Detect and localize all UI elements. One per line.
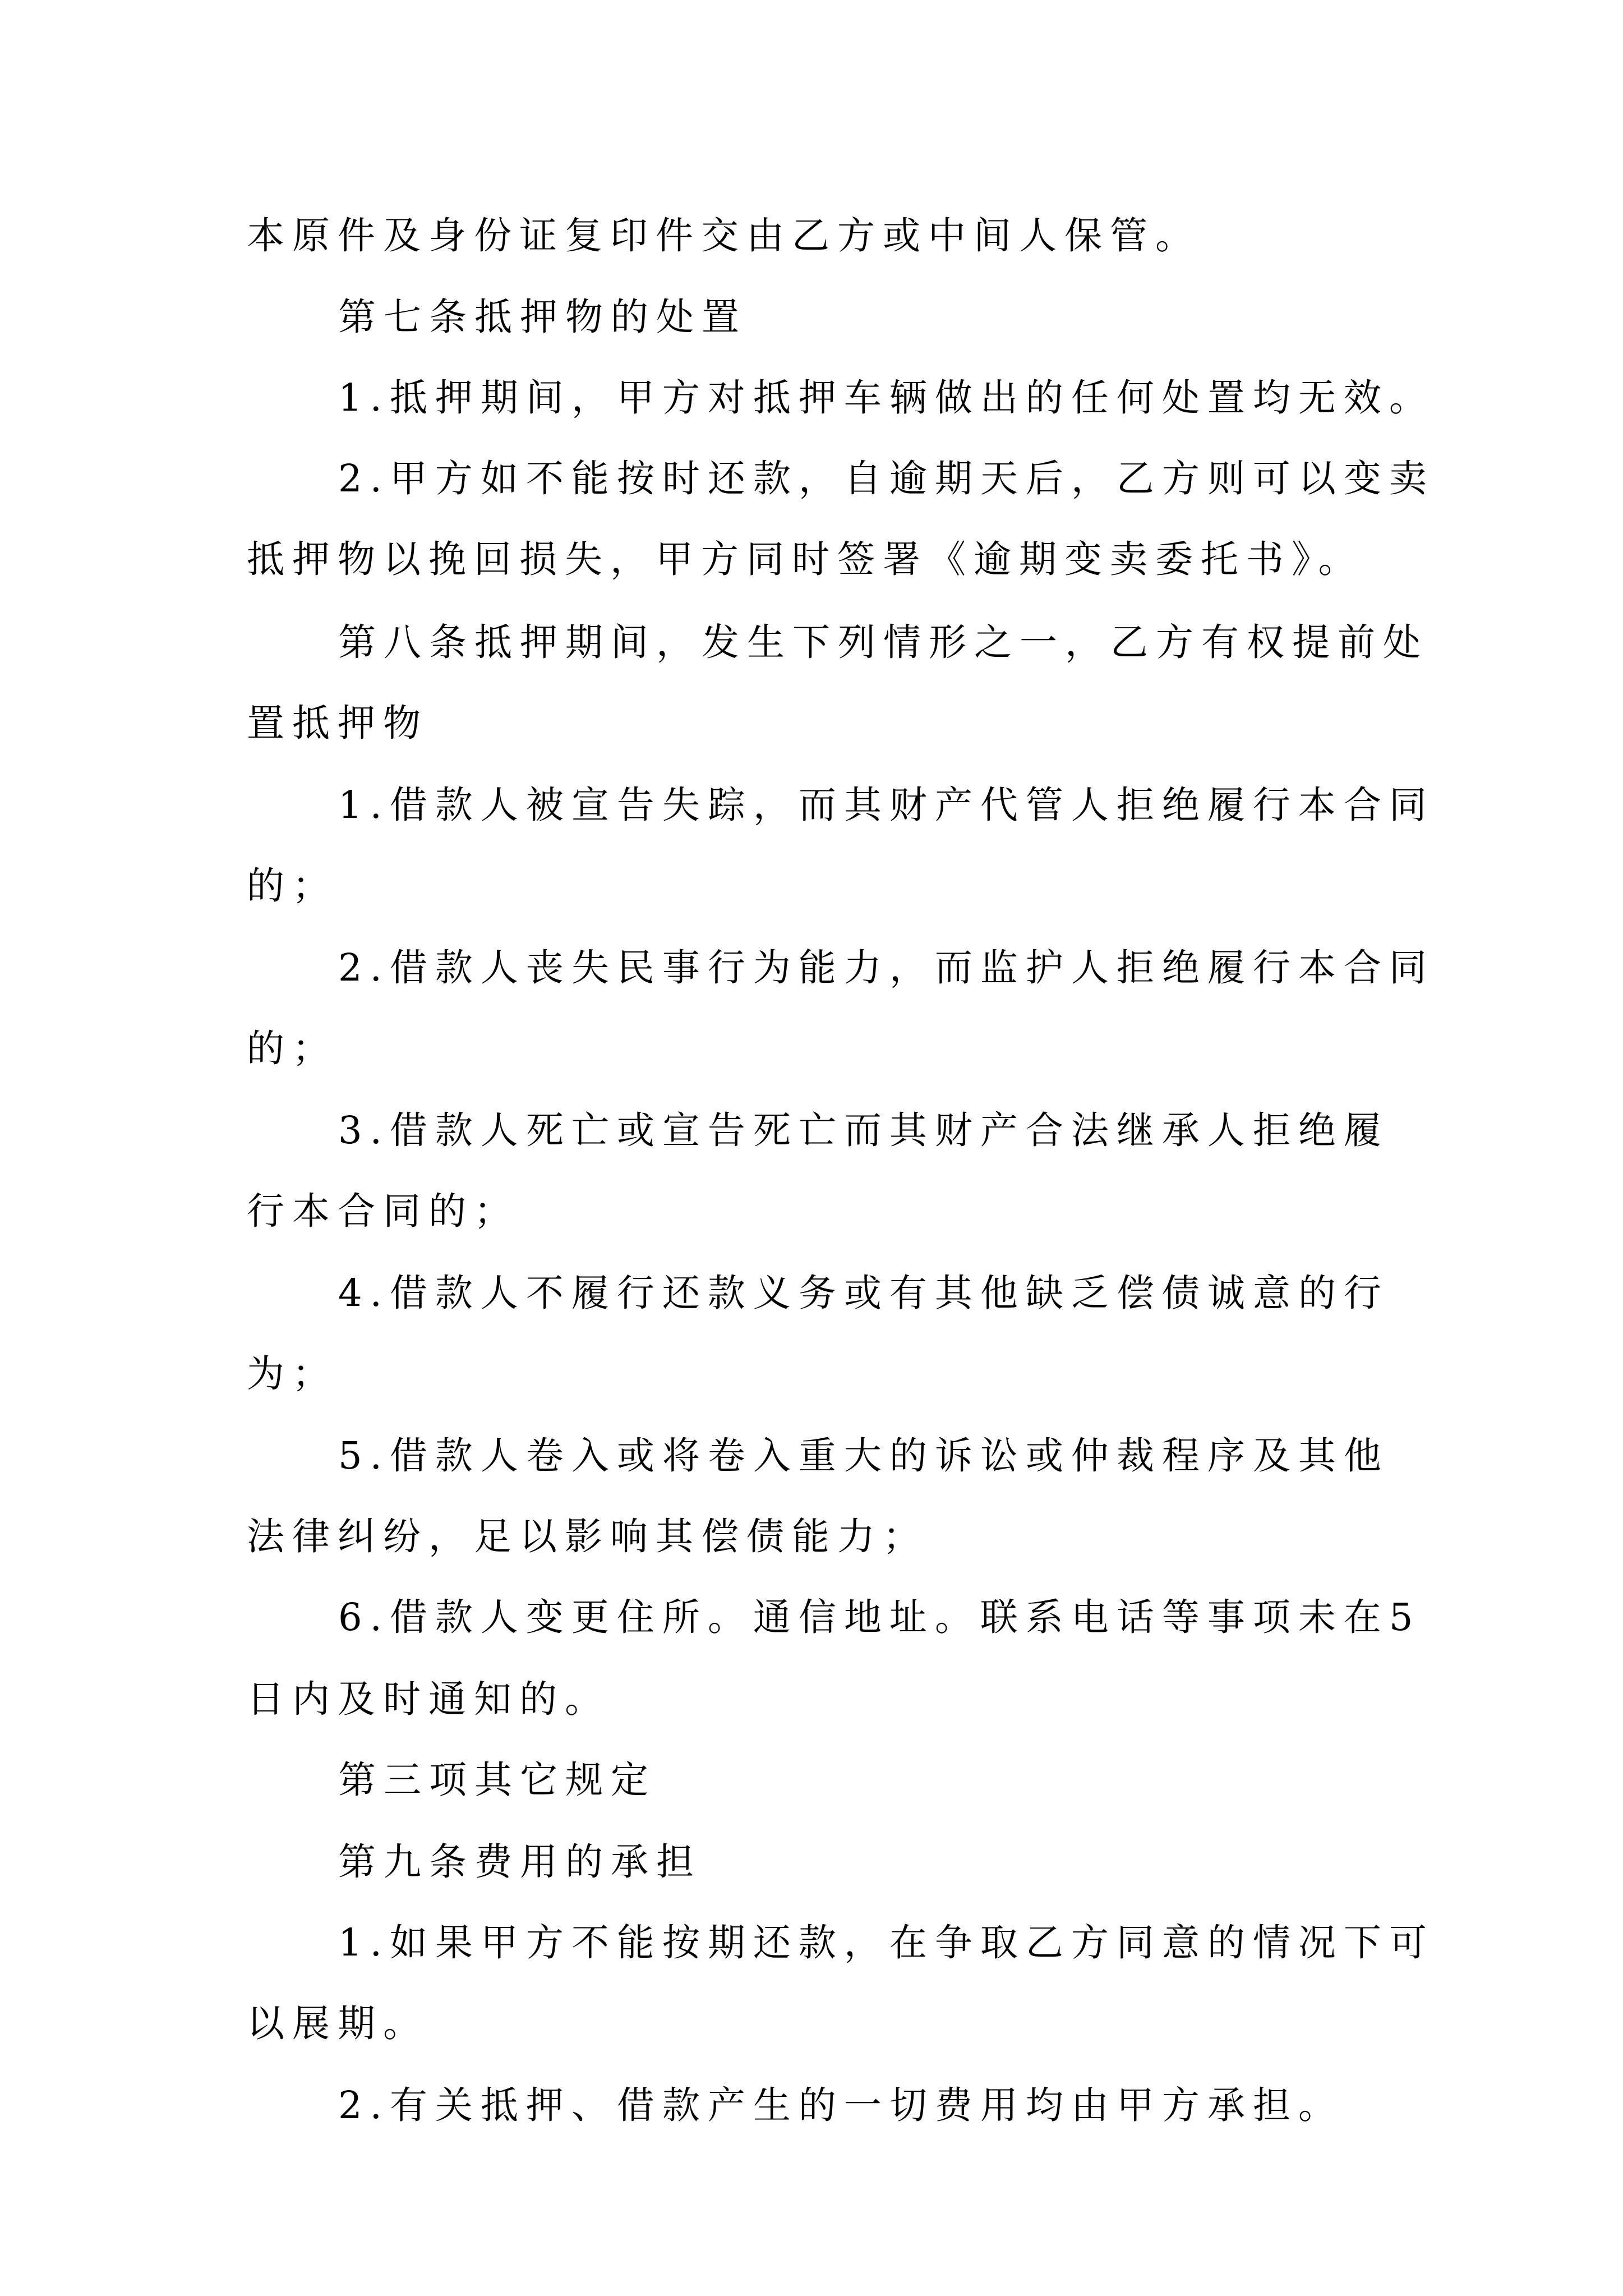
text-line: 置抵押物 [247, 701, 428, 745]
text-line: 6.借款人变更住所。通信地址。联系电话等事项未在5 [338, 1595, 1421, 1639]
text-line: 2.甲方如不能按时还款，自逾期天后，乙方则可以变卖 [338, 457, 1435, 500]
text-line: 以展期。 [247, 2001, 428, 2045]
text-line: 1.借款人被宣告失踪，而其财产代管人拒绝履行本合同 [338, 783, 1435, 827]
section-heading: 第三项其它规定 [338, 1758, 656, 1802]
text-line: 法律纠纷，足以影响其偿债能力； [247, 1515, 928, 1558]
text-line: 行本合同的； [247, 1189, 519, 1233]
text-line: 2.借款人丧失民事行为能力，而监护人拒绝履行本合同 [338, 946, 1435, 990]
section-heading: 第八条抵押期间，发生下列情形之一，乙方有权提前处 [338, 620, 1428, 664]
text-line: 2.有关抵押、借款产生的一切费用均由甲方承担。 [338, 2083, 1344, 2127]
text-line: 5.借款人卷入或将卷入重大的诉讼或仲裁程序及其他 [338, 1434, 1389, 1478]
text-line: 3.借款人死亡或宣告死亡而其财产合法继承人拒绝履 [338, 1108, 1389, 1152]
text-line: 的； [247, 1027, 338, 1070]
text-line: 的； [247, 864, 338, 908]
text-line: 4.借款人不履行还款义务或有其他缺乏偿债诚意的行 [338, 1271, 1389, 1315]
section-heading: 第九条费用的承担 [338, 1840, 702, 1884]
text-line: 抵押物以挽回损失，甲方同时签署《逾期变卖委托书》。 [247, 537, 1364, 581]
text-line: 日内及时通知的。 [247, 1677, 610, 1721]
text-line: 为； [247, 1352, 338, 1396]
text-line: 1.抵押期间，甲方对抵押车辆做出的任何处置均无效。 [338, 376, 1435, 420]
section-heading: 第七条抵押物的处置 [338, 295, 747, 339]
text-line: 1.如果甲方不能按期还款，在争取乙方同意的情况下可 [338, 1921, 1435, 1964]
text-line: 本原件及身份证复印件交由乙方或中间人保管。 [247, 214, 1201, 257]
